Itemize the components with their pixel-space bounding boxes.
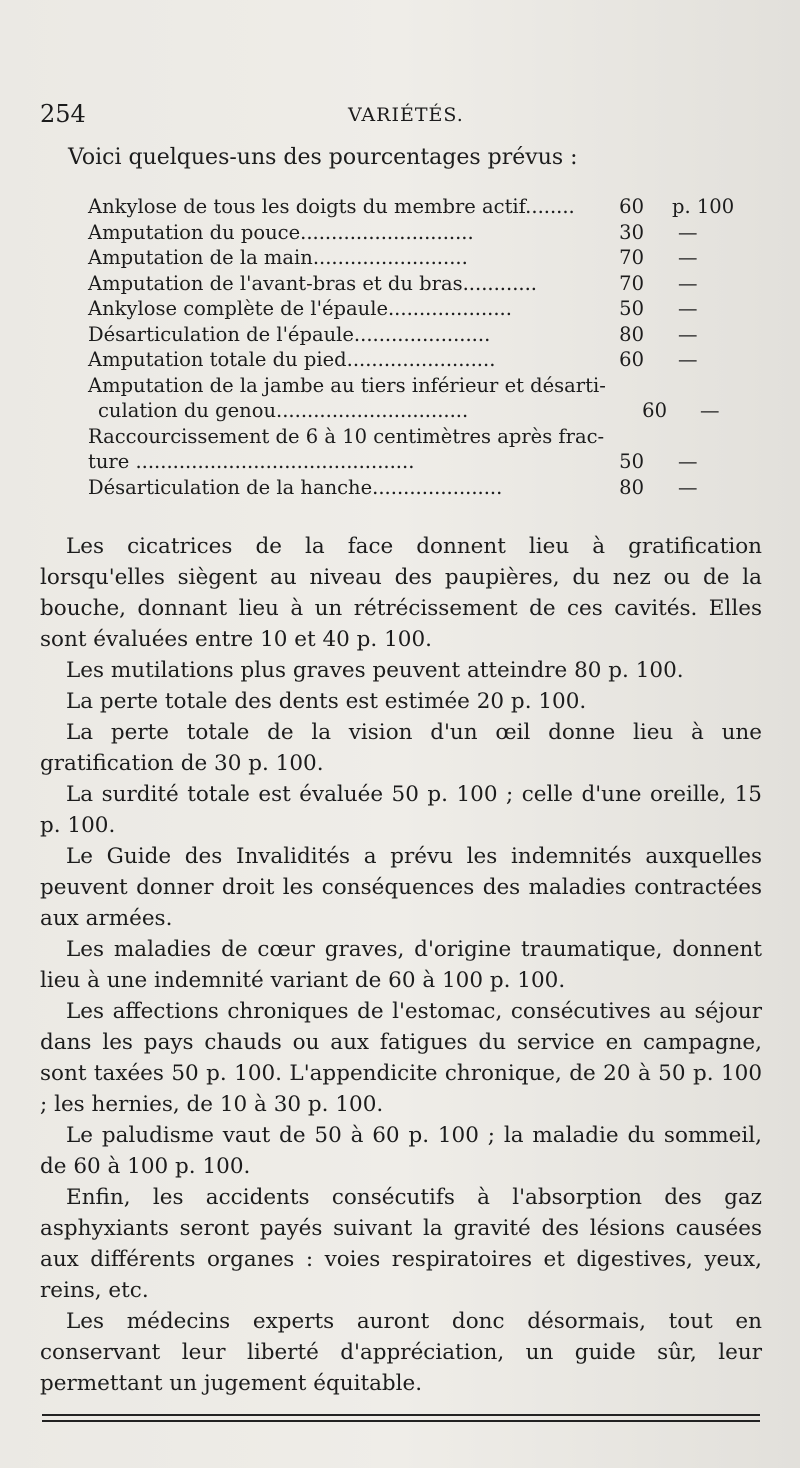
page-number: 254 <box>40 100 86 128</box>
row-label: Ankylose de tous les doigts du membre actif........ <box>88 195 575 218</box>
paragraph: La perte totale des dents est estimée 20 p. 100. <box>66 689 587 714</box>
paragraph: Le Guide des Invalidités a prévu les indemnités auxquelles peuvent donner droit les conséquences des maladies contractées aux armées. <box>40 844 762 931</box>
row-unit: — <box>678 246 698 269</box>
table-row <box>88 271 728 297</box>
row-unit: — <box>678 322 698 346</box>
row-value: 50 <box>619 450 644 473</box>
row-unit: — <box>700 399 720 422</box>
table-row <box>88 475 728 501</box>
table-row <box>88 398 728 424</box>
row-label: Raccourcissement de 6 à 10 centimètres après frac- <box>88 424 605 448</box>
table-row <box>88 449 728 475</box>
paragraph: Les mutilations plus graves peuvent atteindre 80 p. 100. <box>66 658 684 683</box>
table-row <box>88 373 728 399</box>
table-row <box>88 245 728 271</box>
row-label: culation du genou............................... <box>98 399 469 422</box>
row-value: 60 <box>619 195 644 218</box>
paragraph: Enfin, les accidents consécutifs à l'absorption des gaz asphyxiants seront payés suivant la gravité des lésions causées aux différents organes : voies respiratoires et digestives, yeux, reins, etc. <box>40 1185 762 1303</box>
paragraph: Les médecins experts auront donc désormais, tout en conservant leur liberté d'appréciation, un guide sûr, leur permettant un jugement équitable. <box>40 1309 762 1396</box>
table-row <box>88 220 728 246</box>
paragraph: La surdité totale est évaluée 50 p. 100 ; celle d'une oreille, 15 p. 100. <box>40 782 762 838</box>
table-row <box>88 322 728 348</box>
row-label: Amputation totale du pied........................ <box>88 348 496 371</box>
row-label: Amputation de l'avant-bras et du bras............ <box>88 271 537 295</box>
row-unit: p. 100 <box>672 195 735 218</box>
paragraph: Les maladies de cœur graves, d'origine traumatique, donnent lieu à une indemnité variant de 60 à 100 p. 100. <box>40 937 762 993</box>
row-value: 60 <box>619 348 644 371</box>
intro-sentence: Voici quelques-uns des pourcentages prévus : <box>68 145 578 170</box>
row-label: ture ............................................. <box>88 450 415 473</box>
row-value: 70 <box>619 271 644 295</box>
paragraph: Les affections chroniques de l'estomac, consécutives au séjour dans les pays chauds ou aux fatigues du service en campagne, sont taxées 50 p. 100. L'appendicite chronique, de 20 à 50 p. 100 ; les hernies, de 10 à 30 p. 100. <box>40 999 762 1117</box>
row-value: 80 <box>619 475 644 499</box>
paragraph: Le paludisme vaut de 50 à 60 p. 100 ; la maladie du sommeil, de 60 à 100 p. 100. <box>40 1123 762 1179</box>
row-label: Amputation du pouce............................ <box>88 220 474 244</box>
divider <box>42 1414 760 1416</box>
paragraph: Les cicatrices de la face donnent lieu à gratification lorsqu'elles siègent au niveau des paupières, du nez ou de la bouche, donnant lieu à un rétrécissement de ces cavités. Elles sont évaluées entre 10 et 40 p. 100. <box>40 534 762 652</box>
row-unit: — <box>678 297 698 320</box>
table-row <box>88 347 728 373</box>
percentage-table <box>88 194 735 500</box>
page-header <box>40 100 760 136</box>
body-text <box>40 531 762 1399</box>
row-label: Amputation de la main......................... <box>88 246 468 269</box>
row-label: Désarticulation de la hanche..................... <box>88 475 503 499</box>
paragraph: La perte totale de la vision d'un œil donne lieu à une gratification de 30 p. 100. <box>40 720 762 776</box>
row-value: 50 <box>619 297 644 320</box>
row-value: 30 <box>619 220 644 244</box>
row-label: Désarticulation de l'épaule...................... <box>88 322 491 346</box>
row-unit: — <box>678 220 698 244</box>
section-end-rule <box>42 1414 760 1422</box>
table-row <box>88 194 735 220</box>
row-unit: — <box>678 475 698 499</box>
row-unit: — <box>678 271 698 295</box>
table-row <box>88 424 728 450</box>
row-label: Ankylose complète de l'épaule.................... <box>88 297 512 320</box>
table-row <box>88 296 728 322</box>
row-unit: — <box>678 348 698 371</box>
divider <box>42 1420 760 1422</box>
row-value: 60 <box>642 399 667 422</box>
running-title: VARIÉTÉS. <box>348 104 464 126</box>
row-value: 70 <box>619 246 644 269</box>
row-label: Amputation de la jambe au tiers inférieur et désarti- <box>88 373 606 397</box>
row-value: 80 <box>619 322 644 346</box>
row-unit: — <box>678 450 698 473</box>
